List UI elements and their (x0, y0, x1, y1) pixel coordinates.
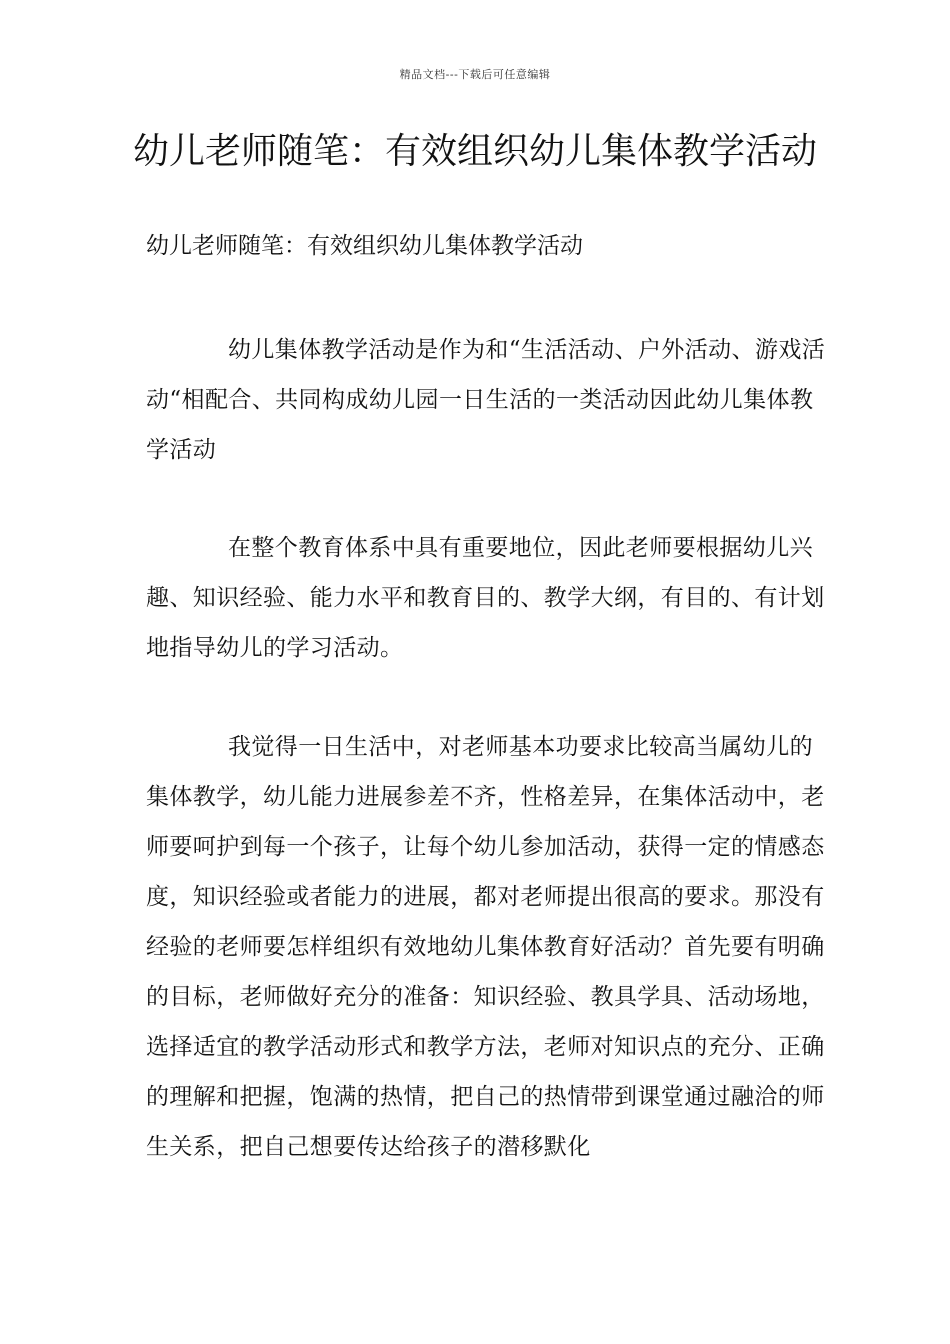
paragraph-3: 我觉得一日生活中，对老师基本功要求比较高当属幼儿的集体教学，幼儿能力进展参差不齐，性格差异，在集体活动中，老师要呵护到每一个孩子，让每个幼儿参加活动，获得一定的情感态度，知识经验或者能力的进展，都对老师提出很高的要求。那没有经验的老师要怎样组织有效地幼儿集体教育好活动？首先要有明确的目标，老师做好充分的准备：知识经验、教具学具、活动场地，选择适宜的教学活动形式和教学方法，老师对知识点的充分、正确的理解和把握，饱满的热情，把自己的热情带到课堂通过融洽的师生关系，把自己想要传达给孩子的潜移默化 (146, 734, 825, 1160)
document-subtitle: 幼儿老师随笔：有效组织幼儿集体教学活动 (146, 233, 583, 259)
paragraph-2: 在整个教育体系中具有重要地位，因此老师要根据幼儿兴趣、知识经验、能力水平和教育目的、教学大纲，有目的、有计划地指导幼儿的学习活动。 (146, 535, 825, 661)
paragraph-1: 幼儿集体教学活动是作为和“生活活动、户外活动、游戏活动“相配合、共同构成幼儿园一日生活的一类活动因此幼儿集体教学活动 (146, 337, 826, 463)
document-title: 幼儿老师随笔：有效组织幼儿集体教学活动 (132, 131, 817, 172)
header-note: 精品文档---下载后可任意编辑 (399, 68, 551, 81)
